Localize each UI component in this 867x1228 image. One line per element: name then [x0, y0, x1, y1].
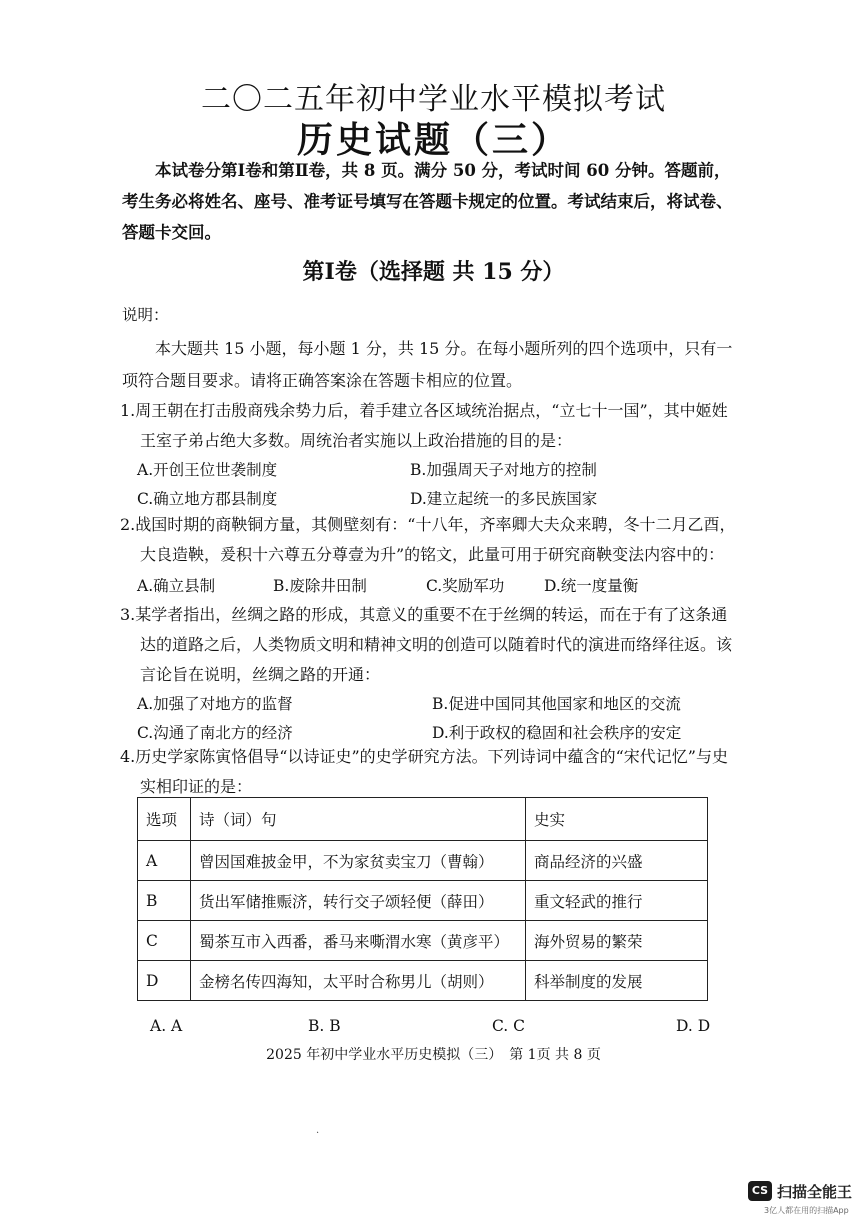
option-a: A.加强了对地方的监督	[137, 695, 293, 713]
section-title: 第Ⅰ卷（选择题 共 15 分）	[302, 259, 565, 285]
option-c: C.确立地方郡县制度	[137, 490, 278, 508]
note-label: 说明：	[122, 306, 169, 324]
option-b: B.加强周天子对地方的控制	[410, 461, 597, 479]
scanner-logo-icon: CS	[748, 1181, 772, 1201]
question-stem: 1.周王朝在打击殷商残余势力后，着手建立各区域统治据点，“立七十一国”，其中姬姓王室子弟占绝大多数。周统治者实施以上政治措施的目的是：	[120, 401, 728, 450]
scanner-brand-name: 扫描全能王	[777, 1183, 853, 1201]
option-a: A.确立县制	[137, 577, 216, 595]
option-d: D.统一度量衡	[544, 577, 639, 595]
option-b: B. B	[308, 1017, 341, 1035]
table-cell: B	[138, 881, 191, 921]
question-stem: 4.历史学家陈寅恪倡导“以诗证史”的史学研究方法。下列诗词中蕴含的“宋代记忆”与史实相印证的是：	[120, 747, 728, 796]
exam-intro: 本试卷分第Ⅰ卷和第Ⅱ卷，共 8 页。满分 50 分，考试时间 60 分钟。答题前，考生务必将姓名、座号、准考证号填写在答题卡规定的位置。考试结束后，将试卷、答题卡交回。	[122, 161, 733, 242]
table-cell: 重文轻武的推行	[526, 881, 708, 921]
table-cell: 货出军储推赈济，转行交子颂轻便（薛田）	[191, 881, 526, 921]
table-row	[138, 961, 708, 1001]
table-header-row	[138, 798, 708, 841]
option-d: D.建立起统一的多民族国家	[410, 490, 598, 508]
table-cell: 金榜名传四海知，太平时合称男儿（胡则）	[191, 961, 526, 1001]
option-c: C.奖励军功	[426, 577, 505, 595]
question-3	[120, 600, 740, 690]
table-row	[138, 921, 708, 961]
option-c: C.沟通了南北方的经济	[137, 724, 293, 742]
table-header-cell: 诗（词）句	[191, 798, 526, 841]
table-cell: 海外贸易的繁荣	[526, 921, 708, 961]
option-d: D. D	[676, 1017, 711, 1035]
table-cell: 科举制度的发展	[526, 961, 708, 1001]
table-cell: A	[138, 841, 191, 881]
question-4-table	[137, 797, 708, 1001]
question-2	[120, 510, 740, 570]
table-header-cell: 史实	[526, 798, 708, 841]
option-a: A. A	[150, 1017, 183, 1035]
table-row	[138, 881, 708, 921]
scan-speck: ·	[316, 1128, 320, 1139]
table-cell: 蜀茶互市入西番，番马来嘶渭水寒（黄彦平）	[191, 921, 526, 961]
table-cell: 曾因国难披金甲，不为家贫卖宝刀（曹翰）	[191, 841, 526, 881]
option-a: A.开创王位世袭制度	[137, 461, 278, 479]
table-header-cell: 选项	[138, 798, 191, 841]
option-d: D.利于政权的稳固和社会秩序的安定	[432, 724, 682, 742]
option-b: B.废除井田制	[273, 577, 367, 595]
option-c: C. C	[492, 1017, 526, 1035]
page-footer: 2025 年初中学业水平历史模拟（三） 第 1页 共 8 页	[266, 1047, 601, 1063]
table-cell: C	[138, 921, 191, 961]
question-stem: 2.战国时期的商鞅铜方量，其侧壁刻有：“十八年，齐率卿大夫众来聘，冬十二月乙酉，大良造鞅，爰积十六尊五分尊壹为升”的铭文，此量可用于研究商鞅变法内容中的：	[120, 515, 736, 564]
option-b: B.促进中国同其他国家和地区的交流	[432, 695, 681, 713]
exam-series-title: 二〇二五年初中学业水平模拟考试	[201, 82, 666, 117]
scanner-tagline: 3亿人都在用的扫描App	[764, 1206, 849, 1215]
section-instructions: 本大题共 15 小题，每小题 1 分，共 15 分。在每小题所列的四个选项中，只有一项符合题目要求。请将正确答案涂在答题卡相应的位置。	[122, 339, 733, 390]
question-4	[120, 742, 740, 802]
question-1	[120, 396, 740, 456]
table-row	[138, 841, 708, 881]
table-cell: 商品经济的兴盛	[526, 841, 708, 881]
question-stem: 3.某学者指出，丝绸之路的形成，其意义的重要不在于丝绸的转运，而在于有了这条通达的道路之后，人类物质文明和精神文明的创造可以随着时代的演进而络绎往返。该言论旨在说明，丝绸之路的开通：	[120, 605, 733, 684]
table-cell: D	[138, 961, 191, 1001]
exam-subject-title: 历史试题（三）	[296, 119, 570, 161]
